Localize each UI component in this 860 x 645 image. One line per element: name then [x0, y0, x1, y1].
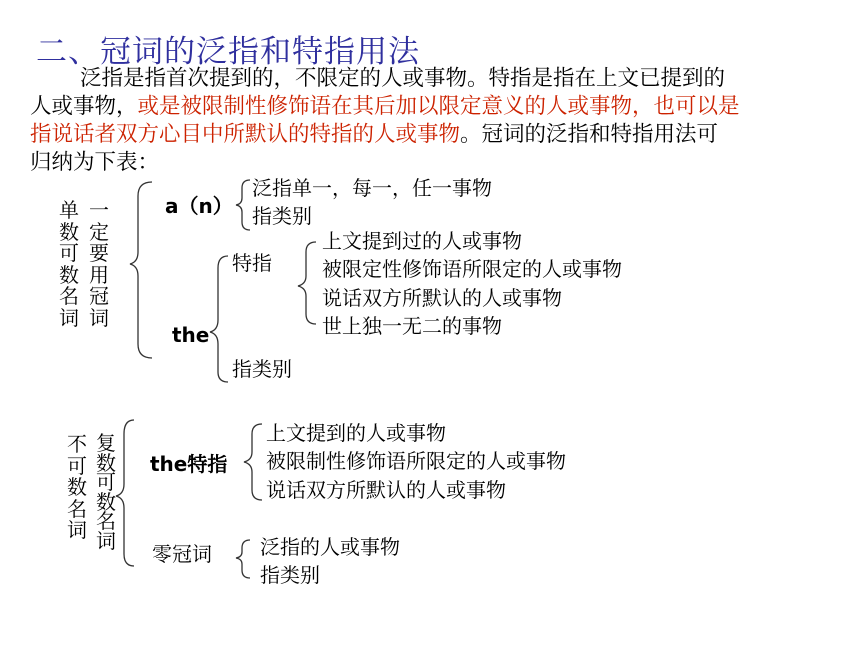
label-char: 数	[96, 450, 116, 475]
the-specific-label: the特指	[150, 452, 228, 476]
label-char: 要	[89, 241, 109, 265]
label-char: 名	[67, 496, 87, 521]
category-label: 指类别	[232, 357, 292, 381]
specific-label: 特指	[232, 251, 272, 275]
specific-item: 说话双方所默认的人或事物	[322, 286, 562, 310]
zero-article-label: 零冠词	[152, 542, 212, 566]
para-line-2-red: 或是被限制性修饰语在其后加以限定意义的人或事物，也可以是	[137, 94, 740, 119]
label-char: 可	[96, 470, 116, 494]
para-line-3-red: 指说话者双方心目中所默认的特指的人或事物	[30, 122, 461, 147]
specific-item: 被限定性修饰语所限定的人或事物	[322, 257, 622, 281]
label-char: 定	[89, 219, 109, 244]
the-specific-item: 上文提到的人或事物	[266, 421, 446, 445]
label-char: 冠	[89, 284, 109, 308]
the-label: the	[172, 323, 210, 347]
zero-article-item: 泛指的人或事物	[260, 535, 400, 559]
label-char: 一	[89, 198, 109, 222]
label-char: 词	[96, 528, 116, 553]
zero-article-item: 指类别	[260, 563, 320, 587]
para-line-3-black: 。冠词的泛指和特指用法可	[460, 122, 719, 147]
para-line-4: 归纳为下表：	[30, 150, 160, 175]
specific-item: 上文提到过的人或事物	[322, 229, 522, 253]
label-char: 数	[67, 475, 87, 499]
label-char: 数	[59, 219, 79, 244]
label-char: 数	[96, 489, 116, 514]
label-char: 不	[67, 432, 87, 456]
label-char: 词	[59, 305, 79, 330]
label-char: 词	[89, 305, 109, 330]
label-char: 可	[59, 241, 79, 265]
specific-item: 世上独一无二的事物	[322, 314, 502, 338]
slide-title: 二、冠词的泛指和特指用法	[36, 34, 420, 70]
a-n-item: 泛指单一，每一，任一事物	[252, 176, 492, 200]
label-char: 可	[67, 453, 87, 478]
label-char: 名	[96, 509, 116, 533]
a-n-item: 指类别	[252, 204, 312, 228]
a-n-label: a（n）	[165, 194, 233, 218]
label-char: 名	[59, 284, 79, 308]
label-char: 单	[59, 198, 79, 222]
label-char: 复	[96, 431, 116, 455]
label-char: 词	[67, 518, 87, 542]
the-specific-item: 被限制性修饰语所限定的人或事物	[266, 449, 566, 473]
the-specific-item: 说话双方所默认的人或事物	[266, 478, 506, 502]
label-char: 用	[89, 262, 109, 287]
para-line-2-black: 人或事物，	[30, 94, 138, 119]
para-line-1: 泛指是指首次提到的，不限定的人或事物。特指是指在上文已提到的	[80, 66, 726, 91]
label-char: 数	[59, 262, 79, 287]
